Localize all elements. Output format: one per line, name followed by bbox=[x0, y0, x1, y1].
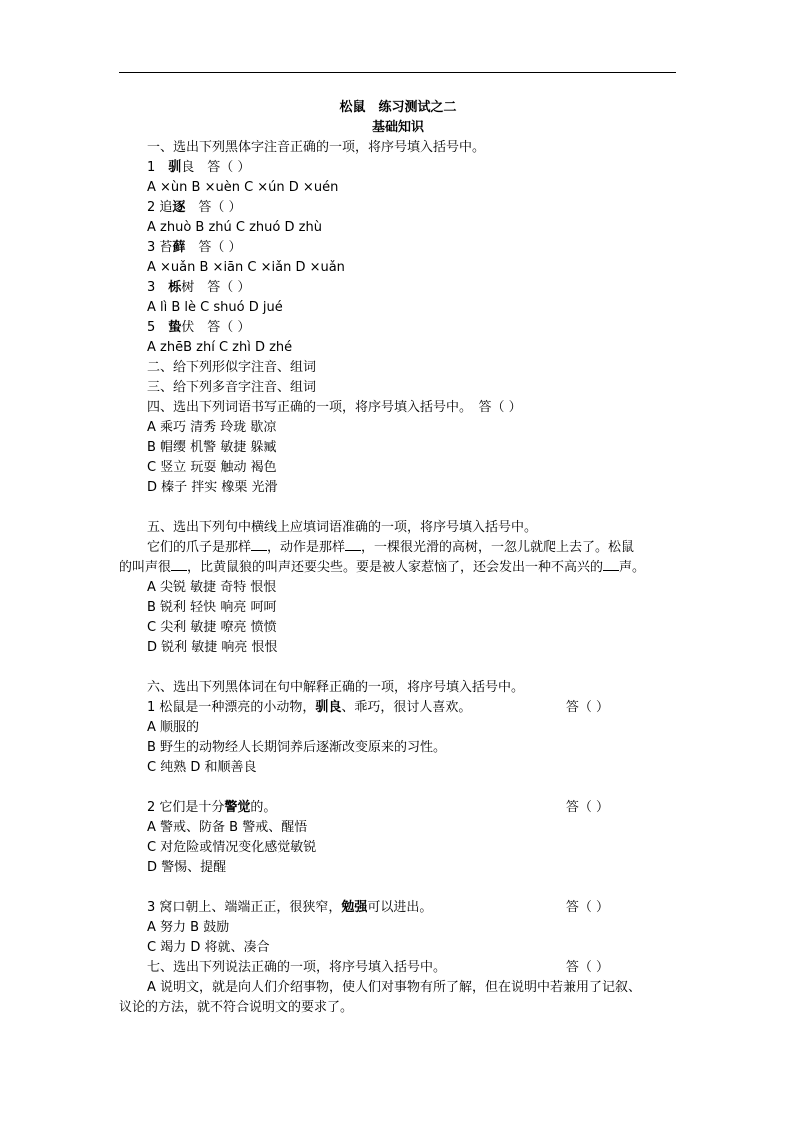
section-5-passage: 它们的爪子是那样 ，动作是那样 ，一棵很光滑的高树，一忽儿就爬上去了。松鼠的叫声很 ，比黄鼠狼的叫声还要尖些。要是被人家惹恼了，还会发出一种不高兴的 声。 bbox=[119, 540, 646, 575]
section-7-heading: 七、选出下列说法正确的一项，将序号填入括号中。 答（ ） bbox=[147, 958, 609, 978]
question-options: A lì B lè C shuó D jué bbox=[147, 300, 283, 315]
option-line: A 警戒、防备 B 警戒、醒悟 bbox=[147, 820, 308, 835]
option-line: C 纯熟 D 和顺善良 bbox=[147, 760, 257, 775]
option-line: B 锐利 轻快 响亮 呵呵 bbox=[147, 600, 277, 615]
question-item: 1 松鼠是一种漂亮的小动物，驯良、乖巧，很讨人喜欢。 答（ ） bbox=[147, 698, 609, 718]
option-line: C 对危险或情况变化感觉敏锐 bbox=[147, 840, 317, 855]
option-line: A 乘巧 清秀 玲珑 歇凉 bbox=[147, 420, 277, 435]
question-item: 2 追逐 答（ ） bbox=[147, 200, 242, 215]
option-line: D 警惕、提醒 bbox=[147, 860, 227, 875]
question-item: 5 蛰伏 答（ ） bbox=[147, 320, 251, 335]
option-line: D 锐利 敏捷 响亮 恨恨 bbox=[147, 640, 278, 655]
question-item: 1 驯良 答（ ） bbox=[147, 160, 251, 175]
fill-blank bbox=[345, 538, 361, 551]
header-rule bbox=[119, 72, 676, 73]
document-body bbox=[119, 98, 677, 1018]
option-line: B 野生的动物经人长期饲养后逐渐改变原来的习性。 bbox=[147, 740, 447, 755]
option-line: C 竭力 D 将就、凑合 bbox=[147, 940, 270, 955]
question-item: 3 窝口朝上、端端正正，很狭窄，勉强可以进出。 答（ ） bbox=[147, 898, 609, 918]
fill-blank bbox=[603, 558, 619, 571]
section-3-heading: 三、给下列多音字注音、组词 bbox=[147, 380, 317, 395]
section-2-heading: 二、给下列形似字注音、组词 bbox=[147, 360, 317, 375]
option-line: B 帽缨 机警 敏捷 躲臧 bbox=[147, 440, 277, 455]
answer-bracket: 答（ ） bbox=[565, 960, 609, 975]
option-line: A 顺服的 bbox=[147, 720, 200, 735]
question-item: 3 苔藓 答（ ） bbox=[147, 240, 242, 255]
fill-blank bbox=[171, 558, 187, 571]
question-options: A zhēB zhí C zhì D zhé bbox=[147, 340, 293, 355]
option-line: A 尖锐 敏捷 奇特 恨恨 bbox=[147, 580, 277, 595]
section-1-heading: 一、选出下列黑体字注音正确的一项，将序号填入括号中。 bbox=[147, 140, 486, 155]
option-line: C 竖立 玩耍 触动 褐色 bbox=[147, 460, 277, 475]
document-subtitle: 基础知识 bbox=[371, 120, 424, 135]
section-6-heading: 六、选出下列黑体词在句中解释正确的一项，将序号填入括号中。 bbox=[147, 680, 525, 695]
question-options: A zhuò B zhú C zhuó D zhù bbox=[147, 220, 322, 235]
fill-blank bbox=[251, 538, 267, 551]
option-line: A 努力 B 鼓励 bbox=[147, 920, 230, 935]
question-item: 2 它们是十分警觉的。 答（ ） bbox=[147, 798, 609, 818]
question-item: 3 栎树 答（ ） bbox=[147, 280, 251, 295]
question-options: A ×uǎn B ×iān C ×iǎn D ×uǎn bbox=[147, 260, 345, 275]
answer-bracket: 答（ ） bbox=[565, 900, 609, 915]
option-line: D 榛子 拌实 橡栗 光滑 bbox=[147, 480, 278, 495]
option-line: C 尖利 敏捷 嘹亮 愤愤 bbox=[147, 620, 277, 635]
section-4-heading: 四、选出下列词语书写正确的一项，将序号填入括号中。 答（ ） bbox=[147, 400, 522, 415]
question-options: A ×ùn B ×uèn C ×ún D ×uén bbox=[147, 180, 339, 195]
answer-bracket: 答（ ） bbox=[565, 700, 609, 715]
document-title: 松鼠 练习测试之二 bbox=[339, 100, 457, 115]
answer-bracket: 答（ ） bbox=[565, 800, 609, 815]
section-7-passage: A 说明文，就是向人们介绍事物，使人们对事物有所了解，但在说明中若兼用了记叙、议论的方法，就不符合说明文的要求了。 bbox=[119, 980, 642, 1015]
section-5-heading: 五、选出下列句中横线上应填词语准确的一项，将序号填入括号中。 bbox=[147, 520, 538, 535]
